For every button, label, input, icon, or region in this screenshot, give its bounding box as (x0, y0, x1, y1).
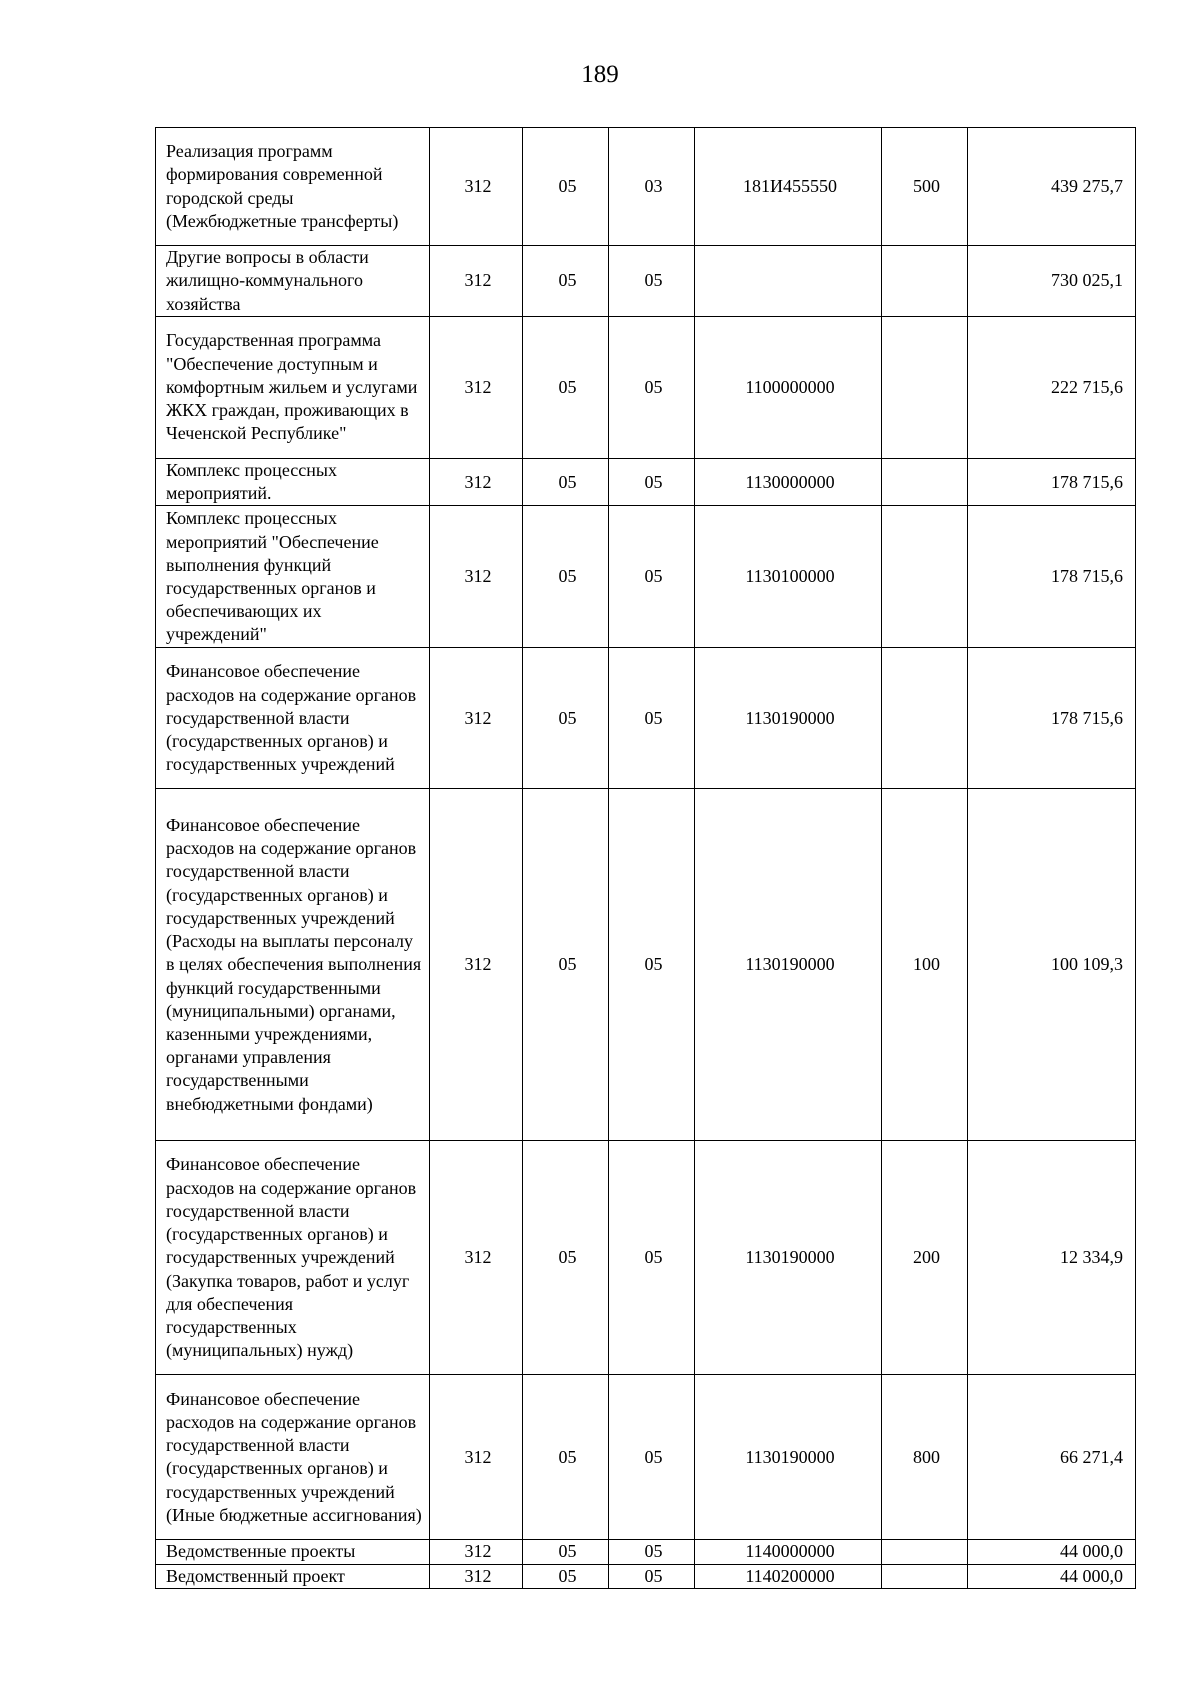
cell-ved: 312 (430, 1540, 523, 1564)
cell-ved: 312 (430, 459, 523, 506)
cell-sum: 66 271,4 (968, 1375, 1136, 1540)
cell-name: Ведомственные проекты (156, 1540, 430, 1564)
cell-rz: 05 (523, 648, 609, 789)
table-row (156, 506, 1136, 648)
cell-name: Государственная программа "Обеспечение доступным и комфортным жильем и услугами ЖКХ граждан, проживающих в Чеченской Республике" (156, 317, 430, 459)
cell-ved: 312 (430, 1141, 523, 1375)
cell-csr: 1140200000 (695, 1564, 882, 1588)
cell-pr: 05 (609, 1540, 695, 1564)
cell-vr (882, 459, 968, 506)
cell-rz: 05 (523, 1564, 609, 1588)
table-row (156, 1564, 1136, 1588)
cell-sum: 730 025,1 (968, 246, 1136, 317)
cell-csr: 1130190000 (695, 789, 882, 1141)
cell-name: Финансовое обеспечение расходов на содержание органов государственной власти (государственных органов) и государственных учреждений (156, 648, 430, 789)
table-row (156, 648, 1136, 789)
table-row (156, 128, 1136, 246)
cell-vr: 100 (882, 789, 968, 1141)
cell-ved: 312 (430, 1564, 523, 1588)
cell-rz: 05 (523, 459, 609, 506)
cell-name: Комплекс процессных мероприятий "Обеспечение выполнения функций государственных органов и обеспечивающих их учреждений" (156, 506, 430, 648)
cell-pr: 05 (609, 1375, 695, 1540)
cell-vr (882, 317, 968, 459)
table-row (156, 1540, 1136, 1564)
table-row (156, 459, 1136, 506)
cell-name: Ведомственный проект (156, 1564, 430, 1588)
cell-ved: 312 (430, 246, 523, 317)
cell-vr: 800 (882, 1375, 968, 1540)
cell-sum: 44 000,0 (968, 1564, 1136, 1588)
cell-pr: 05 (609, 317, 695, 459)
cell-vr (882, 648, 968, 789)
cell-vr (882, 1564, 968, 1588)
cell-sum: 222 715,6 (968, 317, 1136, 459)
cell-pr: 05 (609, 789, 695, 1141)
budget-table (155, 127, 1136, 1589)
cell-name: Финансовое обеспечение расходов на содержание органов государственной власти (государственных органов) и государственных учреждений (Расходы на выплаты персоналу в целях обеспечения выполнения функций государственными (муниципальными) органами, казенными учреждениями, органами управления государственными внебюджетными фондами) (156, 789, 430, 1141)
cell-sum: 12 334,9 (968, 1141, 1136, 1375)
cell-rz: 05 (523, 246, 609, 317)
cell-name: Реализация программ формирования современной городской среды (Межбюджетные трансферты) (156, 128, 430, 246)
cell-ved: 312 (430, 789, 523, 1141)
cell-csr: 1130000000 (695, 459, 882, 506)
cell-csr: 1130190000 (695, 1375, 882, 1540)
cell-vr: 500 (882, 128, 968, 246)
table-row (156, 246, 1136, 317)
cell-pr: 05 (609, 459, 695, 506)
cell-name: Финансовое обеспечение расходов на содержание органов государственной власти (государственных органов) и государственных учреждений (Иные бюджетные ассигнования) (156, 1375, 430, 1540)
table-row (156, 789, 1136, 1141)
cell-rz: 05 (523, 1540, 609, 1564)
cell-csr: 1140000000 (695, 1540, 882, 1564)
cell-csr: 1100000000 (695, 317, 882, 459)
cell-pr: 05 (609, 506, 695, 648)
cell-vr (882, 1540, 968, 1564)
cell-vr (882, 506, 968, 648)
cell-ved: 312 (430, 128, 523, 246)
cell-name: Другие вопросы в области жилищно-коммунального хозяйства (156, 246, 430, 317)
cell-rz: 05 (523, 1141, 609, 1375)
cell-csr: 1130190000 (695, 1141, 882, 1375)
cell-sum: 178 715,6 (968, 648, 1136, 789)
cell-csr: 181И455550 (695, 128, 882, 246)
cell-pr: 05 (609, 1564, 695, 1588)
cell-ved: 312 (430, 1375, 523, 1540)
cell-csr: 1130100000 (695, 506, 882, 648)
cell-ved: 312 (430, 317, 523, 459)
cell-rz: 05 (523, 1375, 609, 1540)
table-row (156, 1141, 1136, 1375)
cell-sum: 100 109,3 (968, 789, 1136, 1141)
cell-pr: 05 (609, 648, 695, 789)
cell-sum: 178 715,6 (968, 459, 1136, 506)
cell-ved: 312 (430, 648, 523, 789)
cell-name: Финансовое обеспечение расходов на содержание органов государственной власти (государственных органов) и государственных учреждений (Закупка товаров, работ и услуг для обеспечения государственных (муниципальных) нужд) (156, 1141, 430, 1375)
cell-pr: 03 (609, 128, 695, 246)
cell-rz: 05 (523, 506, 609, 648)
table-row (156, 1375, 1136, 1540)
cell-vr: 200 (882, 1141, 968, 1375)
cell-sum: 178 715,6 (968, 506, 1136, 648)
cell-sum: 439 275,7 (968, 128, 1136, 246)
cell-sum: 44 000,0 (968, 1540, 1136, 1564)
cell-vr (882, 246, 968, 317)
page-number: 189 (581, 61, 619, 88)
table-row (156, 317, 1136, 459)
cell-name: Комплекс процессных мероприятий. (156, 459, 430, 506)
cell-rz: 05 (523, 317, 609, 459)
cell-pr: 05 (609, 246, 695, 317)
cell-rz: 05 (523, 789, 609, 1141)
cell-pr: 05 (609, 1141, 695, 1375)
cell-csr (695, 246, 882, 317)
cell-csr: 1130190000 (695, 648, 882, 789)
cell-rz: 05 (523, 128, 609, 246)
cell-ved: 312 (430, 506, 523, 648)
